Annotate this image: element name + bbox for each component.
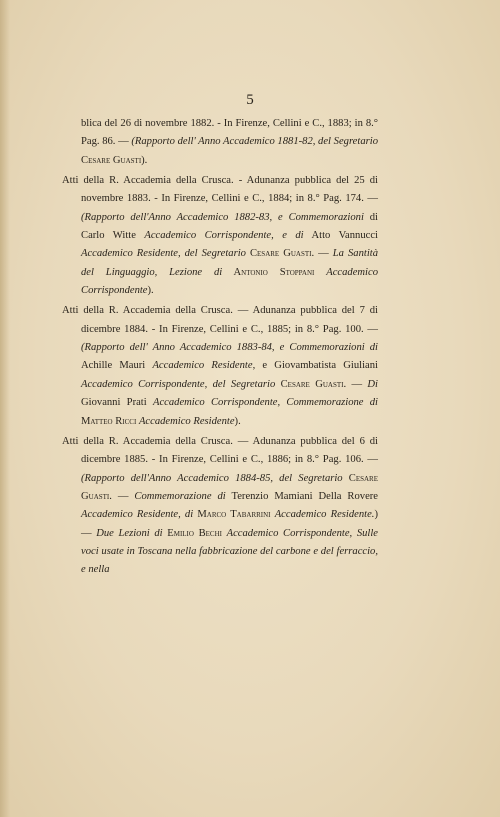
entry-italic-text: Accademico Corrispondente, Sulle voci usate in Toscana nella fabbricazione del carbone e del ferraccio, e nella bbox=[81, 527, 379, 576]
body-text bbox=[62, 115, 378, 582]
entry-italic-text: (Rapporto dell' Anno Accademico 1883-84, e Commemorazioni di bbox=[81, 342, 378, 354]
entry-italic-text: (Rapporto dell'Anno Accademico 1882-83, e Commemorazioni bbox=[81, 211, 364, 223]
entry-text: Achille Mauri bbox=[81, 360, 153, 372]
entry-text: blica del 26 di novembre 1882. - In Firenze, Cellini e C., 1883; in 8.° Pag. 86. — bbox=[81, 118, 378, 148]
entry-italic-text: (Rapporto dell' Anno Accademico 1881-82, del Segretario bbox=[131, 136, 378, 148]
entry-italic-text: Accademico Residente, bbox=[152, 360, 256, 372]
author-name: Antonio Stoppani bbox=[222, 266, 327, 278]
author-name: Cesare Guasti bbox=[81, 472, 378, 502]
bibliography-entry-continuation bbox=[62, 115, 378, 170]
entry-text: Atti della R. Accademia della Crusca. — Adunanza pubblica del 6 di dicembre 1885. - In Firenze, Cellini e C., 1886; in 8.° Pag. 106. — bbox=[62, 435, 378, 466]
author-name: Matteo Ricci bbox=[81, 415, 139, 427]
entry-italic-text: Due Lezioni di bbox=[96, 527, 163, 539]
entry-text: Giovanni Prati bbox=[81, 397, 153, 409]
entry-text: Atto Vannucci bbox=[303, 230, 378, 242]
author-name: Cesare Guasti bbox=[275, 378, 344, 390]
entry-text: . — bbox=[343, 378, 368, 390]
bibliography-entry bbox=[62, 172, 378, 300]
entry-italic-text: Accademico Residente, di bbox=[81, 509, 194, 521]
entry-text: ) — bbox=[81, 509, 378, 539]
entry-text: Atti della R. Accademia della Crusca. - Adunanza pubblica del 25 di novembre 1883. - In Firenze, Cellini e C., 1884; in 8.° Pag. 174. — bbox=[62, 175, 378, 205]
entry-italic-text: Commemorazione di bbox=[134, 490, 226, 502]
entry-text: ). bbox=[141, 154, 148, 166]
entry-text: e Giovambatista Giuliani bbox=[255, 360, 378, 372]
entry-italic-text: Accademico Corrispondente bbox=[81, 266, 378, 297]
author-name: Marco Tabarrini bbox=[193, 509, 275, 521]
author-name: Cesare Guasti bbox=[81, 154, 142, 166]
page-edge-shadow bbox=[0, 0, 10, 817]
entry-italic-text: Accademico Corrispondente, del Segretario bbox=[81, 378, 276, 390]
entry-text: Terenzio Mamiani Della Rovere bbox=[225, 490, 379, 502]
page-number: 5 bbox=[246, 92, 254, 108]
entry-italic-text: Accademico Corrispondente, e di bbox=[144, 230, 304, 242]
entry-text: Atti della R. Accademia della Crusca. — Adunanza pubblica del 7 di dicembre 1884. - In Firenze, Cellini e C., 1885; in 8.° Pag. 100. — bbox=[62, 305, 378, 335]
author-name: Emilio Bechi bbox=[162, 527, 227, 539]
entry-italic-text: Accademico Residente, del Segretario bbox=[81, 248, 246, 260]
entry-italic-text: Accademico Residente bbox=[138, 415, 235, 427]
entry-italic-text: La Santità del Linguaggio, Lezione di bbox=[81, 248, 379, 278]
entry-text: di Carlo Witte bbox=[81, 211, 379, 242]
bibliography-entry bbox=[62, 302, 378, 430]
entry-italic-text: Accademico Corrispondente, Commemorazione di bbox=[152, 397, 379, 409]
author-name: Cesare Guasti bbox=[245, 248, 312, 260]
bibliography-entry bbox=[62, 433, 378, 580]
entry-text: . — bbox=[109, 490, 135, 502]
entry-text: ). bbox=[147, 285, 154, 297]
entry-text: . — bbox=[311, 248, 333, 260]
entry-italic-text: Accademico Residente. bbox=[274, 509, 375, 521]
entry-italic-text: (Rapporto dell'Anno Accademico 1884-85, del Segretario bbox=[81, 472, 343, 484]
entry-italic-text: Di bbox=[367, 378, 378, 390]
entry-text: ). bbox=[234, 415, 241, 427]
